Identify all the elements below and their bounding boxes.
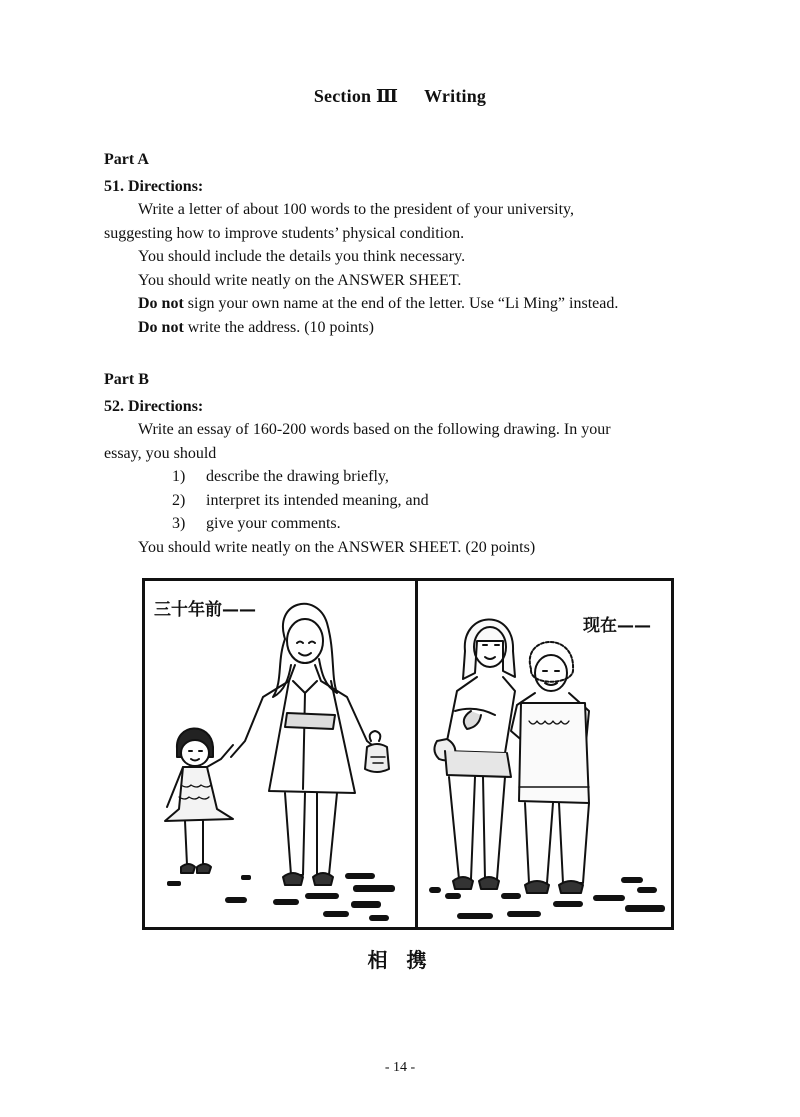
part-b-heading: Part B: [104, 371, 149, 388]
part-a-line-3: You should include the details you think necessary.: [138, 248, 466, 265]
part-a-line-2: suggesting how to improve students’ physical condition.: [104, 224, 465, 242]
list-item: 1) describe the drawing briefly,: [172, 468, 389, 485]
list-item: 2) interpret its intended meaning, and: [172, 491, 429, 509]
part-b-line-1: Write an essay of 160-200 words based on the following drawing. In your: [138, 421, 611, 438]
part-a-line-6-text: write the address. (10 points): [183, 318, 374, 336]
part-b-line-2: essay, you should: [104, 444, 217, 462]
part-a-line-4: You should write neatly on the ANSWER SHEET.: [138, 271, 462, 289]
ground-marks: [167, 873, 665, 921]
part-a-line-6: [104, 316, 664, 340]
part-a-line-1: Write a letter of about 100 words to the president of your university,: [138, 201, 574, 218]
left-panel-caption: 三十年前——: [154, 600, 256, 620]
elderly-mother-figure: [511, 642, 589, 893]
part-a-directions-label: 51. Directions:: [104, 177, 204, 195]
part-a: [104, 148, 664, 339]
part-b: [104, 368, 664, 559]
part-b-closing: You should write neatly on the ANSWER SHEET. (20 points): [138, 538, 536, 556]
part-a-line-5: [104, 292, 664, 316]
little-girl-figure: [165, 728, 233, 873]
part-a-heading: Part A: [104, 151, 149, 168]
do-not-emphasis: Do not: [138, 318, 184, 336]
list-item: 3) give your comments.: [172, 515, 341, 532]
part-b-directions-label: 52. Directions:: [104, 397, 204, 415]
part-a-line-5-text: sign your own name at the end of the letter. Use “Li Ming” instead.: [183, 295, 619, 312]
young-mother-figure: [231, 604, 389, 885]
cartoon-drawing: [142, 578, 674, 930]
grown-daughter-figure: [434, 619, 515, 889]
right-panel-caption: 现在——: [583, 616, 651, 636]
section-title: [0, 86, 800, 107]
section-label: Section Ⅲ: [313, 86, 399, 106]
cartoon-illustration: [145, 581, 671, 927]
drawing-title: 相 携: [367, 948, 433, 972]
page-number: - 14 -: [384, 1060, 416, 1075]
section-name: Writing: [424, 86, 487, 106]
do-not-emphasis: Do not: [138, 295, 184, 312]
